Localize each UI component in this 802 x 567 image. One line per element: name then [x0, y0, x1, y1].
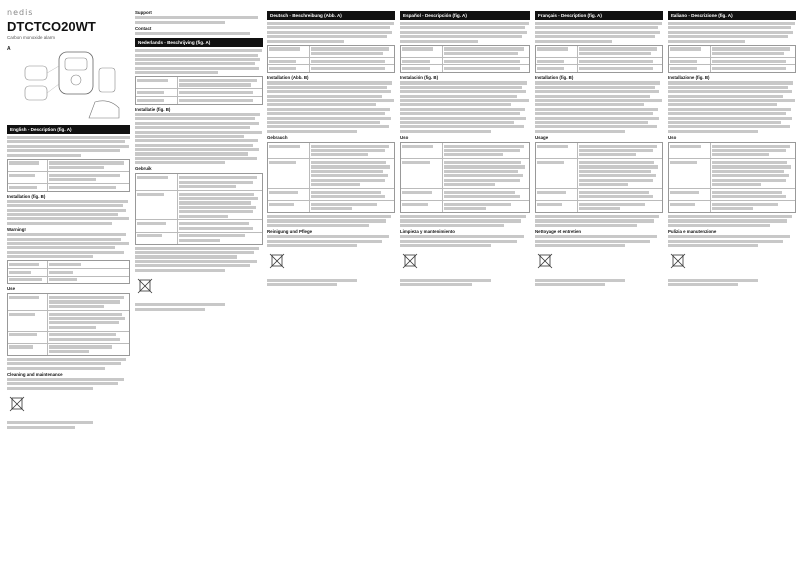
parts-table-de: [267, 45, 395, 73]
section-heading-german: Deutsch - Beschreibung (Abb. A): [267, 11, 395, 20]
support-heading: Support: [135, 10, 152, 15]
parts-table-it: [668, 45, 796, 73]
product-subtitle: Carbon monoxide alarm: [7, 35, 56, 40]
use-table: [7, 293, 130, 355]
use-table-fr: [535, 142, 663, 213]
figure-label: A: [7, 46, 11, 52]
nettoyage-heading: Nettoyage et entretien: [535, 228, 582, 234]
gebruik-heading: Gebruik: [135, 166, 152, 172]
column-english: [7, 8, 130, 561]
warning-heading: Warning!: [7, 226, 26, 232]
usage-heading: Usage: [535, 134, 549, 140]
gebrauch-heading: Gebrauch: [267, 134, 288, 140]
column-spanish: [400, 8, 530, 561]
installation-fr-heading: Installation (fig. B): [535, 75, 574, 81]
reinigung-heading: Reinigung und Pflege: [267, 228, 313, 234]
limpieza-heading: Limpieza y mantenimiento: [400, 228, 455, 234]
section-heading-english: English - Description (fig. A): [7, 125, 130, 134]
column-german: [267, 8, 395, 561]
parts-table: [7, 159, 130, 192]
use-table-de: [267, 142, 395, 213]
weee-bin-icon: [135, 276, 155, 294]
section-heading-french: Français - Description (fig. A): [535, 11, 663, 20]
uso-heading: Uso: [400, 134, 409, 140]
parts-table-es: [400, 45, 530, 73]
parts-table-nl: [135, 76, 263, 104]
installatie-heading: Installatie (fig. B): [135, 106, 171, 112]
pulizia-heading: Pulizia e manutenzione: [668, 228, 717, 234]
use-heading: Use: [7, 286, 16, 292]
weee-bin-icon: [267, 251, 287, 269]
section-heading-dutch: Nederlands - Beschrijving (fig. A): [135, 38, 263, 47]
parts-table-fr: [535, 45, 663, 73]
installation-heading: Installation (fig. B): [7, 193, 46, 199]
brand-logo: nedis: [7, 8, 34, 17]
column-italian: [668, 8, 796, 561]
column-french: [535, 8, 663, 561]
cleaning-heading: Cleaning and maintenance: [7, 371, 63, 377]
use-table-it: [668, 142, 796, 213]
weee-bin-icon: [535, 251, 555, 269]
model-number: DTCTCO20WT: [7, 19, 96, 34]
section-heading-spanish: Español - Descripción (fig. A): [400, 11, 530, 20]
installazione-heading: Installazione (fig. B): [668, 75, 710, 81]
use-table-es: [400, 142, 530, 213]
weee-bin-icon: [668, 251, 688, 269]
contact-heading: Contact: [135, 25, 152, 31]
column-dutch: [135, 8, 263, 561]
section-heading-italian: Italiano - Descrizione (fig. A): [668, 11, 796, 20]
weee-bin-icon: [400, 251, 420, 269]
instalacion-heading: Instalación (fig. B): [400, 75, 439, 81]
montage-heading: Installation (Abb. B): [267, 75, 309, 81]
use-table-nl: [135, 173, 263, 244]
product-figure: [7, 44, 130, 122]
weee-bin-icon: [7, 394, 27, 412]
device-illustration: [7, 44, 130, 122]
uso-it-heading: Uso: [668, 134, 677, 140]
spec-table: [7, 260, 130, 284]
